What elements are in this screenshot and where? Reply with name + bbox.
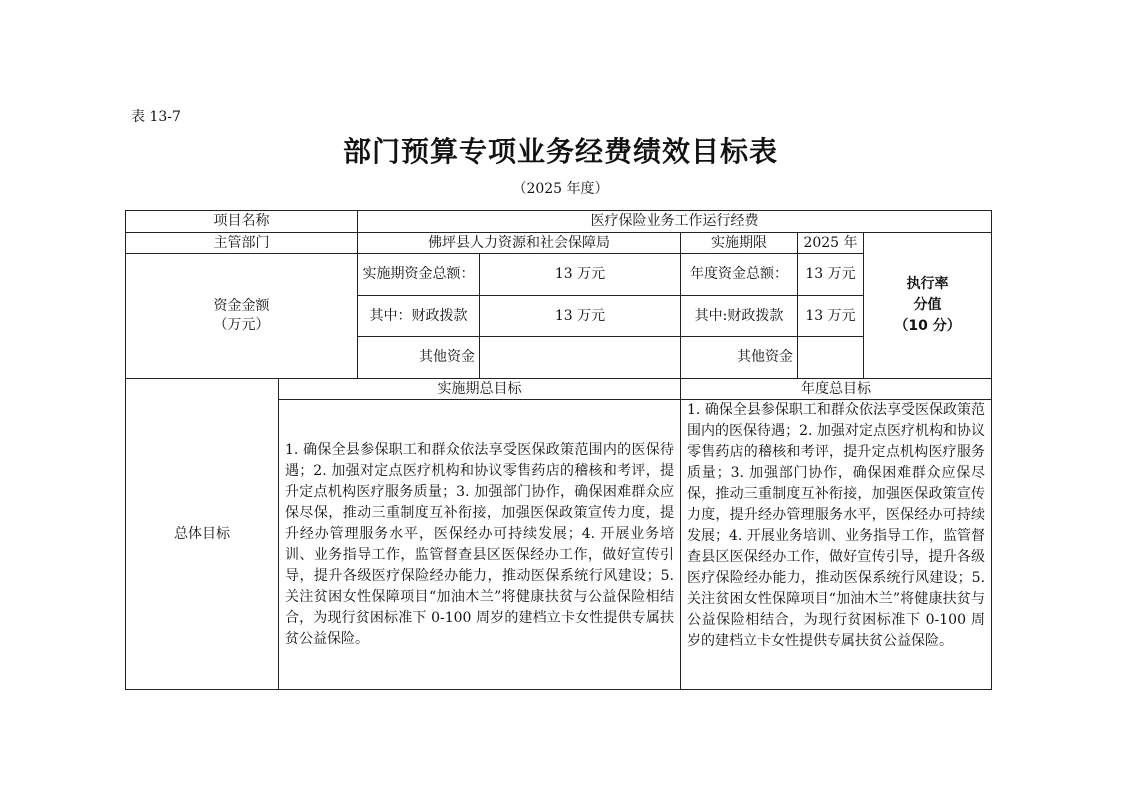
funds-label: [126, 254, 358, 379]
impl-other-value: [480, 337, 681, 379]
impl-other-label: 其他资金: [358, 337, 480, 379]
dept-label: 主管部门: [126, 233, 358, 254]
exec-rate-cell: [864, 233, 992, 379]
annual-goal-header: 年度总目标: [681, 379, 992, 400]
impl-total-value: 13 万元: [480, 254, 681, 296]
project-name-value: 医疗保险业务工作运行经费: [358, 211, 992, 233]
exec-rate-score-label: 分值: [913, 297, 942, 313]
overall-goal-label: 总体目标: [126, 379, 279, 690]
annual-other-value: [798, 337, 864, 379]
annual-total-value: 13 万元: [798, 254, 864, 296]
annual-other-label: 其他资金: [681, 337, 798, 379]
annual-total-label: 年度资金总额：: [681, 254, 798, 296]
impl-goal-header: 实施期总目标: [279, 379, 681, 400]
funds-label-line2: （万元）: [213, 317, 270, 333]
annual-fiscal-label: 其中:财政拨款: [681, 296, 798, 337]
project-name-label: 项目名称: [126, 211, 358, 233]
annual-fiscal-value: 13 万元: [798, 296, 864, 337]
period-value: 2025 年: [798, 233, 864, 254]
page-title: 部门预算专项业务经费绩效目标表: [342, 135, 778, 168]
funds-label-line1: 资金金额: [213, 298, 270, 314]
table-number: 表 13-7: [131, 109, 181, 125]
performance-goal-table: [125, 210, 992, 690]
annual-goal-text: 1. 确保全县参保职工和群众依法享受医保政策范围内的医保待遇；2. 加强对定点医疗机构和协议零售药店的稽核和考评，提升定点机构医疗服务质量；3. 加强部门协作，确保困难群众应保尽保，推动三重制度互补衔接，加强医保政策宣传力度，提升经办管理服务水平，医保经办可持续发展；4. 开展业务培训、业务指导工作，监管督查县区医保经办工作，做好宣传引导，提升各级医疗保险经办能力，推动医保系统行风建设；5. 关注贫困女性保障项目“加油木兰”将健康扶贫与公益保险相结合，为现行贫困标准下 0-100 周岁的建档立卡女性提供专属扶贫公益保险。: [681, 400, 992, 690]
exec-rate-points: （10 分）: [894, 318, 961, 334]
impl-fiscal-value: 13 万元: [480, 296, 681, 337]
impl-goal-text: 1. 确保全县参保职工和群众依法享受医保政策范围内的医保待遇；2. 加强对定点医疗机构和协议零售药店的稽核和考评，提升定点机构医疗服务质量；3. 加强部门协作，确保困难群众应保尽保，推动三重制度互补衔接，加强医保政策宣传力度，提升经办管理服务水平，医保经办可持续发展；4. 开展业务培训、业务指导工作，监管督查县区医保经办工作，做好宣传引导，提升各级医疗保险经办能力，推动医保系统行风建设；5. 关注贫困女性保障项目“加油木兰”将健康扶贫与公益保险相结合，为现行贫困标准下 0-100 周岁的建档立卡女性提供专属扶贫公益保险。: [279, 400, 681, 690]
fiscal-year: （2025 年度）: [512, 181, 609, 197]
impl-total-label: 实施期资金总额：: [358, 254, 480, 296]
dept-value: 佛坪县人力资源和社会保障局: [358, 233, 681, 254]
impl-fiscal-label: 其中：财政拨款: [358, 296, 480, 337]
exec-rate-label: 执行率: [906, 276, 949, 292]
period-label: 实施期限: [681, 233, 798, 254]
